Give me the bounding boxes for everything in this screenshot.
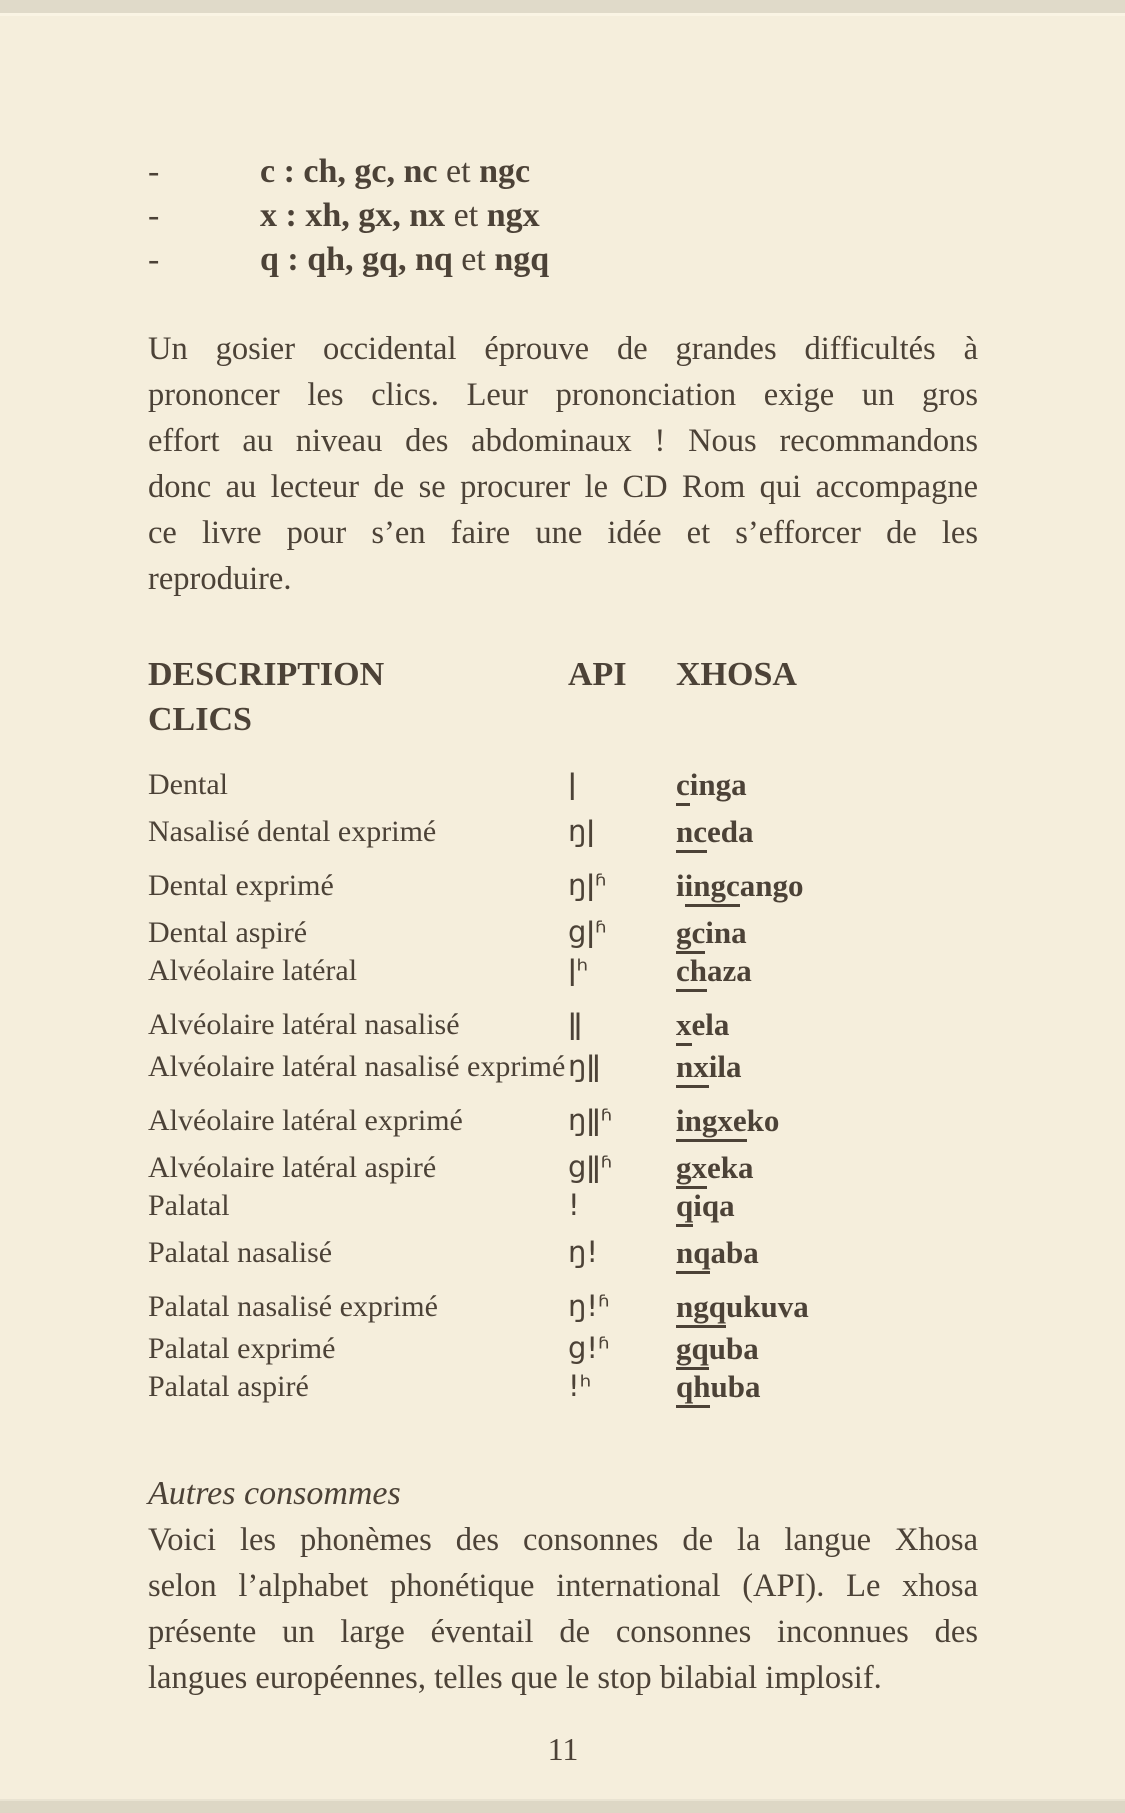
cell-description: Dental exprimé	[148, 869, 334, 902]
bullet-dash: -	[148, 197, 160, 234]
cell-api-symbol: ŋ!ʱ	[568, 1289, 610, 1323]
cell-description: Alvéolaire latéral nasalisé exprimé	[148, 1050, 566, 1083]
cell-xhosa-word: xela	[676, 1006, 729, 1043]
bullet-dash: -	[148, 241, 160, 278]
column-header-description	[148, 652, 978, 742]
intro-paragraph	[148, 326, 978, 602]
list-item	[148, 194, 978, 238]
table-row	[148, 1234, 978, 1271]
cell-description: Alvéolaire latéral aspiré	[148, 1151, 437, 1184]
clicks-list	[148, 150, 978, 282]
paragraph-line: donc au lecteur de se procurer le CD Rom qui accompagne	[148, 469, 978, 505]
cell-api-symbol: ǀ	[568, 767, 577, 801]
list-item-text: x : xh, gx, nx et ngx	[260, 197, 540, 234]
cell-description: Alvéolaire latéral exprimé	[148, 1104, 463, 1137]
table-row	[148, 1187, 978, 1224]
cell-xhosa-word: nxila	[676, 1048, 741, 1085]
list-item-text: c : ch, gc, nc et ngc	[260, 153, 531, 190]
cell-xhosa-word: gxeka	[676, 1149, 754, 1186]
cell-xhosa-word: gquba	[676, 1330, 759, 1367]
table-row	[148, 766, 978, 803]
cell-description: Palatal nasalisé exprimé	[148, 1290, 438, 1323]
table-row	[148, 1288, 978, 1325]
xhosa-underlined-cluster: q	[676, 1188, 693, 1227]
other-consonants-heading: Autres consommes	[148, 1475, 401, 1512]
list-item	[148, 238, 978, 282]
cell-description: Palatal nasalisé	[148, 1236, 333, 1269]
xhosa-underlined-cluster: ingxe	[676, 1103, 747, 1142]
paragraph-line: Un gosier occidental éprouve de grandes difficultés à	[148, 331, 978, 367]
xhosa-underlined-cluster: nx	[676, 1049, 709, 1088]
cell-xhosa-word: iingcango	[676, 867, 804, 904]
cell-xhosa-word: qiqa	[676, 1187, 735, 1224]
list-item	[148, 150, 978, 194]
table-row	[148, 1330, 978, 1367]
table-row	[148, 1102, 978, 1139]
cell-xhosa-word: cinga	[676, 766, 747, 803]
xhosa-underlined-cluster: nc	[676, 814, 707, 853]
cell-xhosa-word: gcina	[676, 914, 747, 951]
xhosa-underlined-cluster: gq	[676, 1331, 709, 1370]
cell-api-symbol: ǀʰ	[568, 953, 589, 987]
page-content	[148, 150, 978, 1768]
paragraph-line: Voici les phonèmes des consonnes de la langue Xhosa	[148, 1522, 978, 1558]
cell-description: Alvéolaire latéral	[148, 954, 358, 987]
table-row	[148, 914, 978, 951]
bullet-dash: -	[148, 153, 160, 190]
cell-xhosa-word: chaza	[676, 952, 752, 989]
cell-api-symbol: ŋǀʱ	[568, 868, 607, 902]
column-header-description-line2: CLICS	[148, 701, 252, 738]
cell-api-symbol: gǀʱ	[568, 915, 607, 949]
scan-edge-bottom	[0, 1799, 1125, 1813]
cell-description: Nasalisé dental exprimé	[148, 815, 437, 848]
xhosa-underlined-cluster: c	[676, 767, 690, 806]
table-row	[148, 1048, 978, 1085]
table-row	[148, 952, 978, 989]
xhosa-underlined-cluster: ingc	[685, 868, 740, 907]
xhosa-underlined-cluster: gc	[676, 915, 705, 954]
clicks-table	[148, 652, 978, 1405]
xhosa-underlined-cluster: nq	[676, 1235, 710, 1274]
cell-xhosa-word: ngqukuva	[676, 1288, 809, 1325]
table-header	[148, 652, 978, 742]
cell-api-symbol: g!ʱ	[568, 1331, 610, 1365]
xhosa-underlined-cluster: qh	[676, 1369, 710, 1408]
xhosa-underlined-cluster: x	[676, 1007, 692, 1046]
cell-description: Palatal aspiré	[148, 1370, 309, 1403]
cell-api-symbol: ŋǁ	[568, 1049, 601, 1083]
xhosa-underlined-cluster: ch	[676, 953, 707, 992]
paragraph-line: présente un large éventail de consonnes inconnues des	[148, 1614, 978, 1650]
table-row	[148, 867, 978, 904]
table-row	[148, 813, 978, 850]
other-consonants-paragraph	[148, 1517, 978, 1701]
cell-api-symbol: !	[568, 1188, 580, 1222]
table-body	[148, 766, 978, 1405]
xhosa-underlined-cluster: ngq	[676, 1289, 726, 1328]
cell-xhosa-word: nceda	[676, 813, 754, 850]
xhosa-underlined-cluster: gx	[676, 1150, 707, 1189]
cell-api-symbol: ǁ	[568, 1007, 583, 1041]
scan-edge-top	[0, 0, 1125, 16]
cell-api-symbol: !ʰ	[568, 1369, 592, 1403]
cell-description: Alvéolaire latéral nasalisé	[148, 1008, 460, 1041]
column-header-description-line1: DESCRIPTION	[148, 656, 385, 693]
paragraph-line: ce livre pour s’en faire une idée et s’efforcer de les	[148, 515, 978, 551]
page-number: 11	[547, 1731, 579, 1767]
table-row	[148, 1006, 978, 1043]
cell-api-symbol: ŋǁʱ	[568, 1103, 613, 1137]
table-row	[148, 1368, 978, 1405]
list-item-text: q : qh, gq, nq et ngq	[260, 241, 550, 278]
table-row	[148, 1149, 978, 1186]
column-header-xhosa: XHOSA	[676, 656, 797, 693]
cell-description: Dental aspiré	[148, 916, 308, 949]
cell-api-symbol: ŋǀ	[568, 814, 595, 848]
paragraph-line: selon l’alphabet phonétique international (API). Le xhosa	[148, 1568, 978, 1604]
cell-description: Dental	[148, 768, 228, 801]
paragraph-line: prononcer les clics. Leur prononciation exige un gros	[148, 377, 978, 413]
paragraph-line: reproduire.	[148, 561, 292, 597]
paragraph-line: langues européennes, telles que le stop bilabial implosif.	[148, 1660, 882, 1696]
cell-description: Palatal exprimé	[148, 1332, 336, 1365]
cell-xhosa-word: nqaba	[676, 1234, 759, 1271]
cell-description: Palatal	[148, 1189, 230, 1222]
column-header-api: API	[568, 656, 627, 693]
cell-xhosa-word: qhuba	[676, 1368, 760, 1405]
cell-xhosa-word: ingxeko	[676, 1102, 779, 1139]
cell-api-symbol: gǁʱ	[568, 1150, 613, 1184]
paragraph-line: effort au niveau des abdominaux ! Nous recommandons	[148, 423, 978, 459]
cell-api-symbol: ŋ!	[568, 1235, 599, 1269]
